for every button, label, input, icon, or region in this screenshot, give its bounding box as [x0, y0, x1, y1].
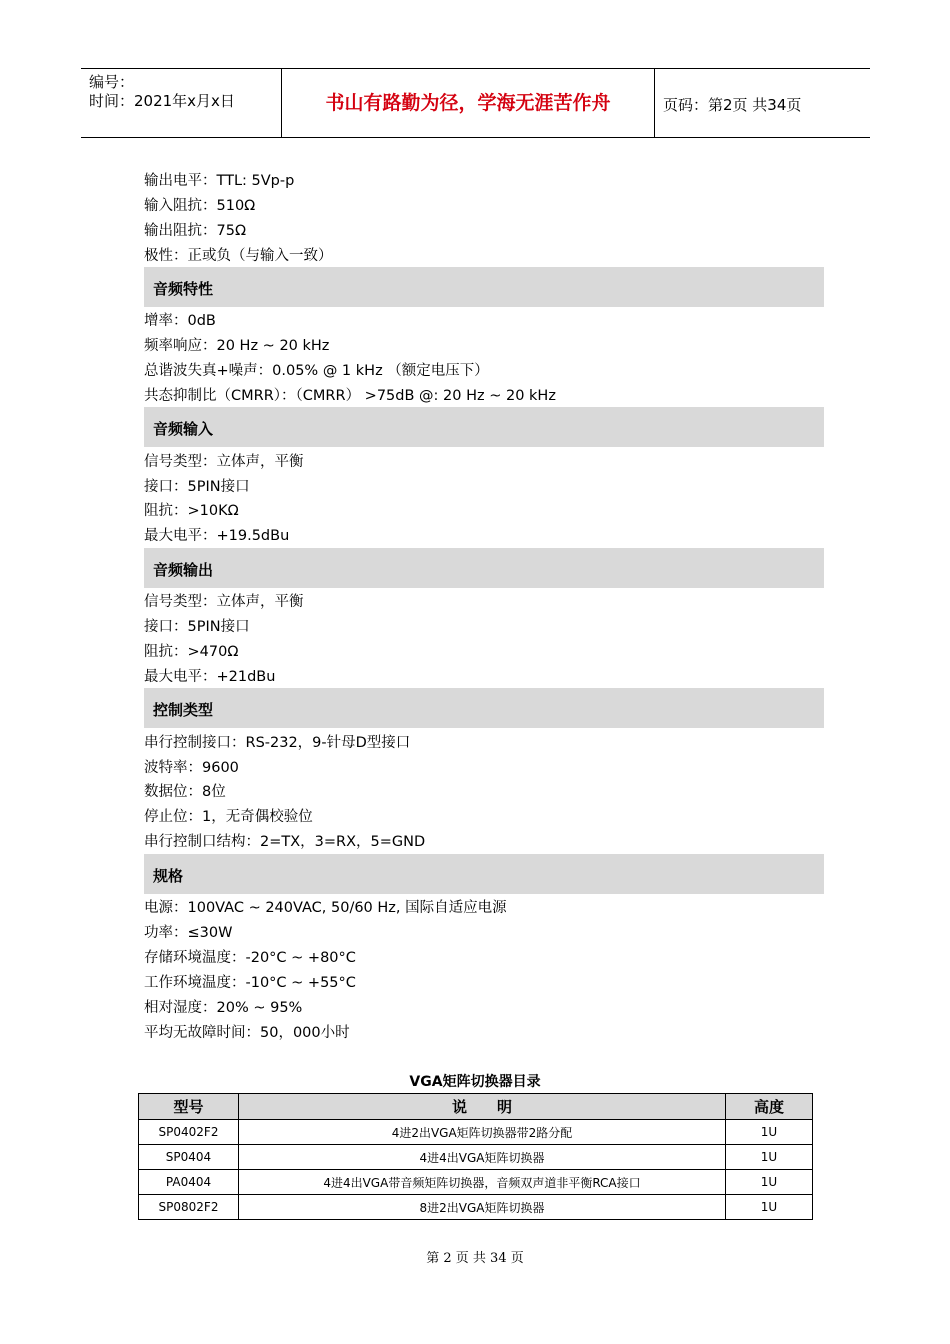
spec-line: 输出阻抗：75Ω: [144, 223, 247, 239]
col-header-height: 高度: [726, 1094, 813, 1120]
cell-description: 4进2出VGA矩阵切换器带2路分配: [239, 1120, 726, 1145]
header-meta: [81, 69, 282, 137]
spec-line: 最大电平：+19.5dBu: [144, 528, 290, 544]
section-header-control-type: [144, 688, 824, 728]
spec-line: 信号类型：立体声，平衡: [144, 594, 304, 610]
header-motto: 书山有路勤为径，学海无涯苦作舟: [282, 69, 655, 137]
col-header-description: 说 明: [239, 1094, 726, 1120]
number-label: 编号：: [89, 73, 135, 91]
spec-line: 共态抑制比（CMRR）：（CMRR） >75dB @: 20 Hz ~ 20 kHz: [144, 388, 556, 404]
spec-line: 存储环境温度：-20°C ~ +80°C: [144, 950, 356, 966]
section-header-audio-output: [144, 548, 824, 588]
cell-description: 4进4出VGA矩阵切换器: [239, 1145, 726, 1170]
table-row: [139, 1145, 813, 1170]
catalog-table: [138, 1093, 813, 1220]
spec-line: 信号类型：立体声，平衡: [144, 454, 304, 470]
spec-line: 输出电平：TTL: 5Vp-p: [144, 173, 295, 189]
section-title: 音频输入: [153, 420, 214, 438]
col-header-model: 型号: [139, 1094, 239, 1120]
section-title: 音频特性: [153, 280, 214, 298]
cell-description: 4进4出VGA带音频矩阵切换器，音频双声道非平衡RCA接口: [239, 1170, 726, 1195]
table-row: [139, 1195, 813, 1220]
spec-line: 平均无故障时间：50，000小时: [144, 1025, 350, 1041]
section-header-specifications: [144, 854, 824, 894]
section-title: 控制类型: [153, 701, 214, 719]
spec-line: 电源：100VAC ~ 240VAC, 50/60 Hz, 国际自适应电源: [144, 900, 507, 916]
spec-line: 停止位：1，无奇偶校验位: [144, 809, 313, 825]
spec-line: 接口：5PIN接口: [144, 619, 250, 635]
spec-line: 相对湿度：20% ~ 95%: [144, 1000, 303, 1016]
table-header-row: [139, 1094, 813, 1120]
cell-height: 1U: [726, 1195, 813, 1220]
spec-line: 串行控制口结构：2=TX，3=RX，5=GND: [144, 834, 426, 850]
cell-height: 1U: [726, 1145, 813, 1170]
spec-line: 阻抗：>470Ω: [144, 644, 239, 660]
cell-model: PA0404: [139, 1170, 239, 1195]
spec-line: 波特率：9600: [144, 760, 239, 776]
spec-line: 功率：≤30W: [144, 925, 233, 941]
cell-model: SP0404: [139, 1145, 239, 1170]
spec-line: 输入阻抗：510Ω: [144, 198, 256, 214]
spec-line: 数据位：8位: [144, 784, 226, 800]
section-header-audio-input: [144, 407, 824, 447]
section-title: 规格: [153, 867, 184, 885]
header-page-label: 页码：第2页 共34页: [663, 96, 802, 114]
spec-line: 总谐波失真+噪声：0.05% @ 1 kHz （额定电压下）: [144, 363, 489, 379]
spec-line: 接口：5PIN接口: [144, 479, 250, 495]
catalog-title: VGA矩阵切换器目录: [409, 1074, 541, 1090]
spec-line: 增率：0dB: [144, 313, 216, 329]
cell-model: SP0802F2: [139, 1195, 239, 1220]
date-label: 时间：2021年x月x日: [89, 92, 235, 110]
section-title: 音频输出: [153, 561, 214, 579]
cell-height: 1U: [726, 1120, 813, 1145]
spec-line: 最大电平：+21dBu: [144, 669, 276, 685]
spec-line: 频率响应：20 Hz ~ 20 kHz: [144, 338, 330, 354]
spec-line: 极性：正或负（与输入一致）: [144, 248, 333, 264]
page-footer: 第 2 页 共 34 页: [426, 1251, 524, 1266]
spec-line: 工作环境温度：-10°C ~ +55°C: [144, 975, 356, 991]
table-row: [139, 1120, 813, 1145]
spec-line: 串行控制接口：RS-232，9-针母D型接口: [144, 735, 411, 751]
cell-model: SP0402F2: [139, 1120, 239, 1145]
cell-height: 1U: [726, 1170, 813, 1195]
spec-line: 阻抗：>10KΩ: [144, 503, 239, 519]
section-header-audio-characteristics: [144, 267, 824, 307]
table-row: [139, 1170, 813, 1195]
cell-description: 8进2出VGA矩阵切换器: [239, 1195, 726, 1220]
page-header: [81, 68, 870, 138]
